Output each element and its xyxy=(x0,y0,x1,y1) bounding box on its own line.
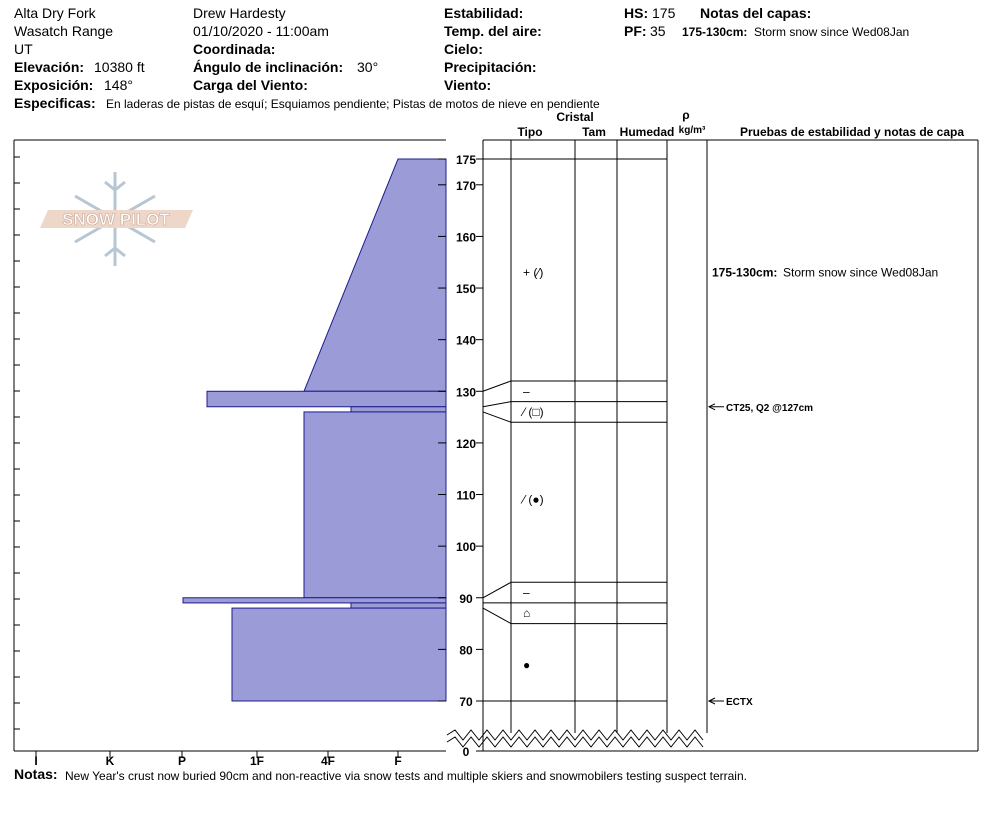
header-moisture: Humedad xyxy=(619,125,675,139)
precip-label: Precipitación: xyxy=(444,59,537,75)
specifics-text: En laderas de pistas de esquí; Esquiamos pendiente; Pistas de motos de nieve en pendiente xyxy=(106,97,600,111)
elevation-value: 10380 ft xyxy=(94,59,145,75)
pf-label: PF: xyxy=(624,23,647,39)
hardness-layer xyxy=(304,412,446,598)
pf-value: 35 xyxy=(650,23,666,39)
grain-symbol: ⁄ (●) xyxy=(523,492,544,507)
layer-note-text: Storm snow since Wed08Jan xyxy=(754,25,910,39)
hs-label: HS: xyxy=(624,5,649,21)
incline-label: Ángulo de inclinación: xyxy=(193,59,344,75)
header-crystal: Cristal xyxy=(556,110,594,124)
aspect-label: Exposición: xyxy=(14,77,94,93)
observer: Drew Hardesty xyxy=(193,5,286,21)
depth-tick-label: 100 xyxy=(455,540,477,555)
depth-tick-label: 170 xyxy=(455,178,477,193)
boundary-connector xyxy=(483,582,511,597)
logo-text: SNOW PILOT xyxy=(62,210,170,229)
grain-symbol: – xyxy=(523,585,530,600)
hardness-layer xyxy=(207,391,446,406)
hardness-layer xyxy=(304,159,446,391)
boundary-connector xyxy=(483,402,511,407)
range: Wasatch Range xyxy=(14,23,114,39)
depth-tick-label: 0 xyxy=(462,745,470,759)
wind-label: Viento: xyxy=(444,77,492,93)
hardness-layer xyxy=(351,407,446,412)
datetime: 01/10/2020 - 11:00am xyxy=(193,23,329,39)
depth-tick-label: 80 xyxy=(459,643,473,658)
depth-tick-label: 140 xyxy=(455,333,477,348)
depth-tick-label: 130 xyxy=(455,385,477,400)
boundary-connector xyxy=(483,381,511,391)
air-temp-label: Temp. del aire: xyxy=(444,23,542,39)
depth-tick-label: 70 xyxy=(459,695,473,709)
state: UT xyxy=(14,41,33,57)
coord-label: Coordinada: xyxy=(193,41,276,57)
grain-symbol: ⌂ xyxy=(523,606,531,621)
hardness-layer xyxy=(351,603,446,608)
location: Alta Dry Fork xyxy=(14,5,96,21)
layer-note-text: Storm snow since Wed08Jan xyxy=(783,265,939,280)
notes-label: Notas: xyxy=(14,766,58,782)
header-density-symbol: ρ xyxy=(682,108,690,122)
sky-label: Cielo: xyxy=(444,41,483,57)
axis-break-zigzag xyxy=(447,737,703,747)
depth-tick-label: 90 xyxy=(459,591,473,606)
notes-text: New Year's crust now buried 90cm and non-reactive via snow tests and multiple skiers and snowmobilers testing suspect terrain. xyxy=(65,769,747,783)
stability-test-label: CT25, Q2 @127cm xyxy=(726,402,814,414)
profile-table xyxy=(447,108,978,759)
stability-test-label: ECTX xyxy=(726,697,753,708)
elevation-label: Elevación: xyxy=(14,59,85,75)
hardness-tick-label: F xyxy=(394,754,402,768)
boundary-connector xyxy=(483,412,511,422)
header-size: Tam xyxy=(582,125,606,139)
wind-load-label: Carga del Viento: xyxy=(193,77,308,93)
stability-label: Estabilidad: xyxy=(444,5,524,21)
hardness-tick-label: I xyxy=(34,754,38,768)
hardness-tick-label: K xyxy=(105,754,115,768)
header-density-unit: kg/m³ xyxy=(678,125,706,136)
grain-symbol: + (⁄) xyxy=(523,265,544,280)
depth-tick-label: 120 xyxy=(455,436,477,451)
layer-note-range: 175-130cm: xyxy=(682,25,748,39)
header-type: Tipo xyxy=(517,125,543,139)
boundary-connector xyxy=(483,608,511,623)
depth-tick-label: 160 xyxy=(455,230,477,245)
hardness-tick-label: 4F xyxy=(320,754,336,768)
layer-notes-label: Notas del capas: xyxy=(700,5,812,21)
header-tests: Pruebas de estabilidad y notas de capa xyxy=(739,125,965,139)
hs-value: 175 xyxy=(652,5,676,21)
hardness-tick-label: 1F xyxy=(249,754,265,768)
aspect-value: 148° xyxy=(104,77,133,93)
depth-tick-label: 175 xyxy=(455,152,477,167)
grain-symbol: – xyxy=(523,384,530,399)
grain-symbol: ⁄ (□) xyxy=(523,404,544,419)
incline-value: 30° xyxy=(357,59,379,75)
layer-note-range: 175-130cm: xyxy=(712,265,778,280)
hardness-tick-label: P xyxy=(177,754,187,768)
grain-symbol: ● xyxy=(523,657,531,672)
depth-tick-label: 150 xyxy=(455,282,477,297)
hardness-layer xyxy=(183,598,446,603)
hardness-plot xyxy=(14,140,446,768)
depth-tick-label: 110 xyxy=(456,488,476,503)
hardness-layer xyxy=(232,608,446,701)
specifics-label: Especificas: xyxy=(14,95,96,111)
snow-pilot-logo xyxy=(40,172,193,266)
